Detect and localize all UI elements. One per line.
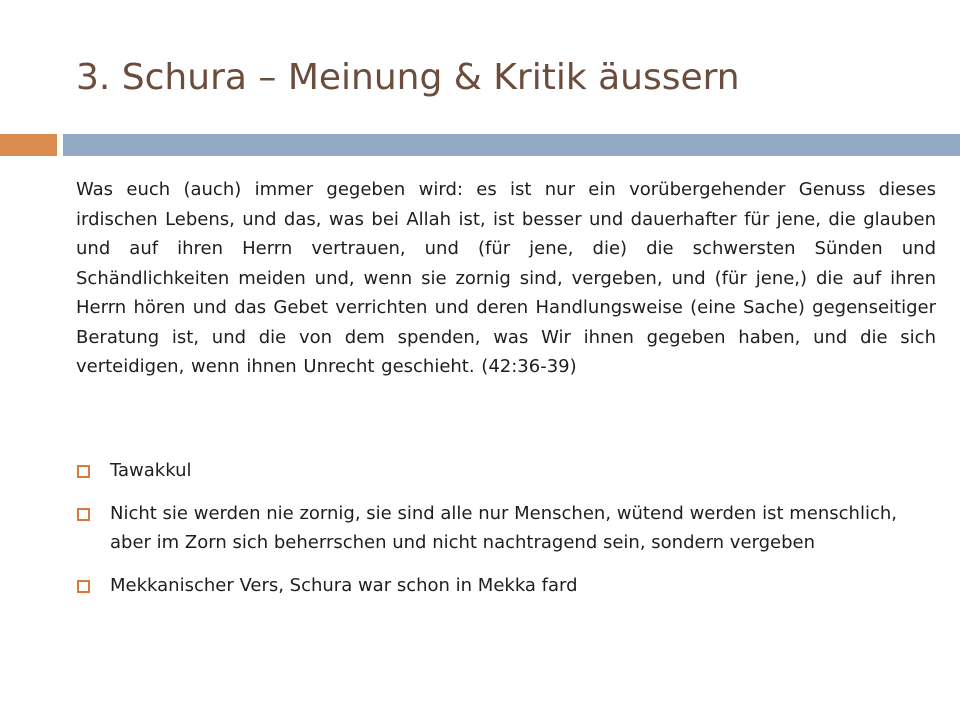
bullet-text: Nicht sie werden nie zornig, sie sind alle nur Menschen, wütend werden ist menschlich, aber im Zorn sich beherrschen und nicht nachtragend sein, sondern vergeben xyxy=(110,502,897,553)
hollow-square-bullet-icon xyxy=(77,580,90,593)
bullet-item-tawakkul xyxy=(76,456,936,486)
quote-text: Was euch (auch) immer gegeben wird: es ist nur ein vorübergehender Genuss dieses irdischen Lebens, und das, was bei Allah ist, ist besser und dauerhafter für jene, die glauben und auf ihren Herrn vertrauen, und (für jene, die) die schwersten Sünden und Schändlichkeiten meiden und, wenn sie zornig sind, vergeben, und (für jene,) die auf ihren Herrn hören und das Gebet verrichten und deren Handlungsweise (eine Sache) gegenseitiger Beratung ist, und die von dem spenden, was Wir ihnen gegeben haben, und die sich verteidigen, wenn ihnen Unrecht geschieht. (42:36-39) xyxy=(76,179,936,377)
bullet-text: Tawakkul xyxy=(110,460,192,481)
bullet-item-anger xyxy=(76,499,936,558)
hollow-square-bullet-icon xyxy=(77,508,90,521)
accent-bar-blue xyxy=(63,134,960,156)
accent-bar-orange xyxy=(0,134,57,156)
bullet-item-meccan-verse xyxy=(76,571,936,601)
bullet-list xyxy=(76,456,936,613)
bullet-text: Mekkanischer Vers, Schura war schon in Mekka fard xyxy=(110,574,578,596)
slide-title: 3. Schura – Meinung & Kritik äussern xyxy=(76,57,740,98)
hollow-square-bullet-icon xyxy=(77,465,90,478)
